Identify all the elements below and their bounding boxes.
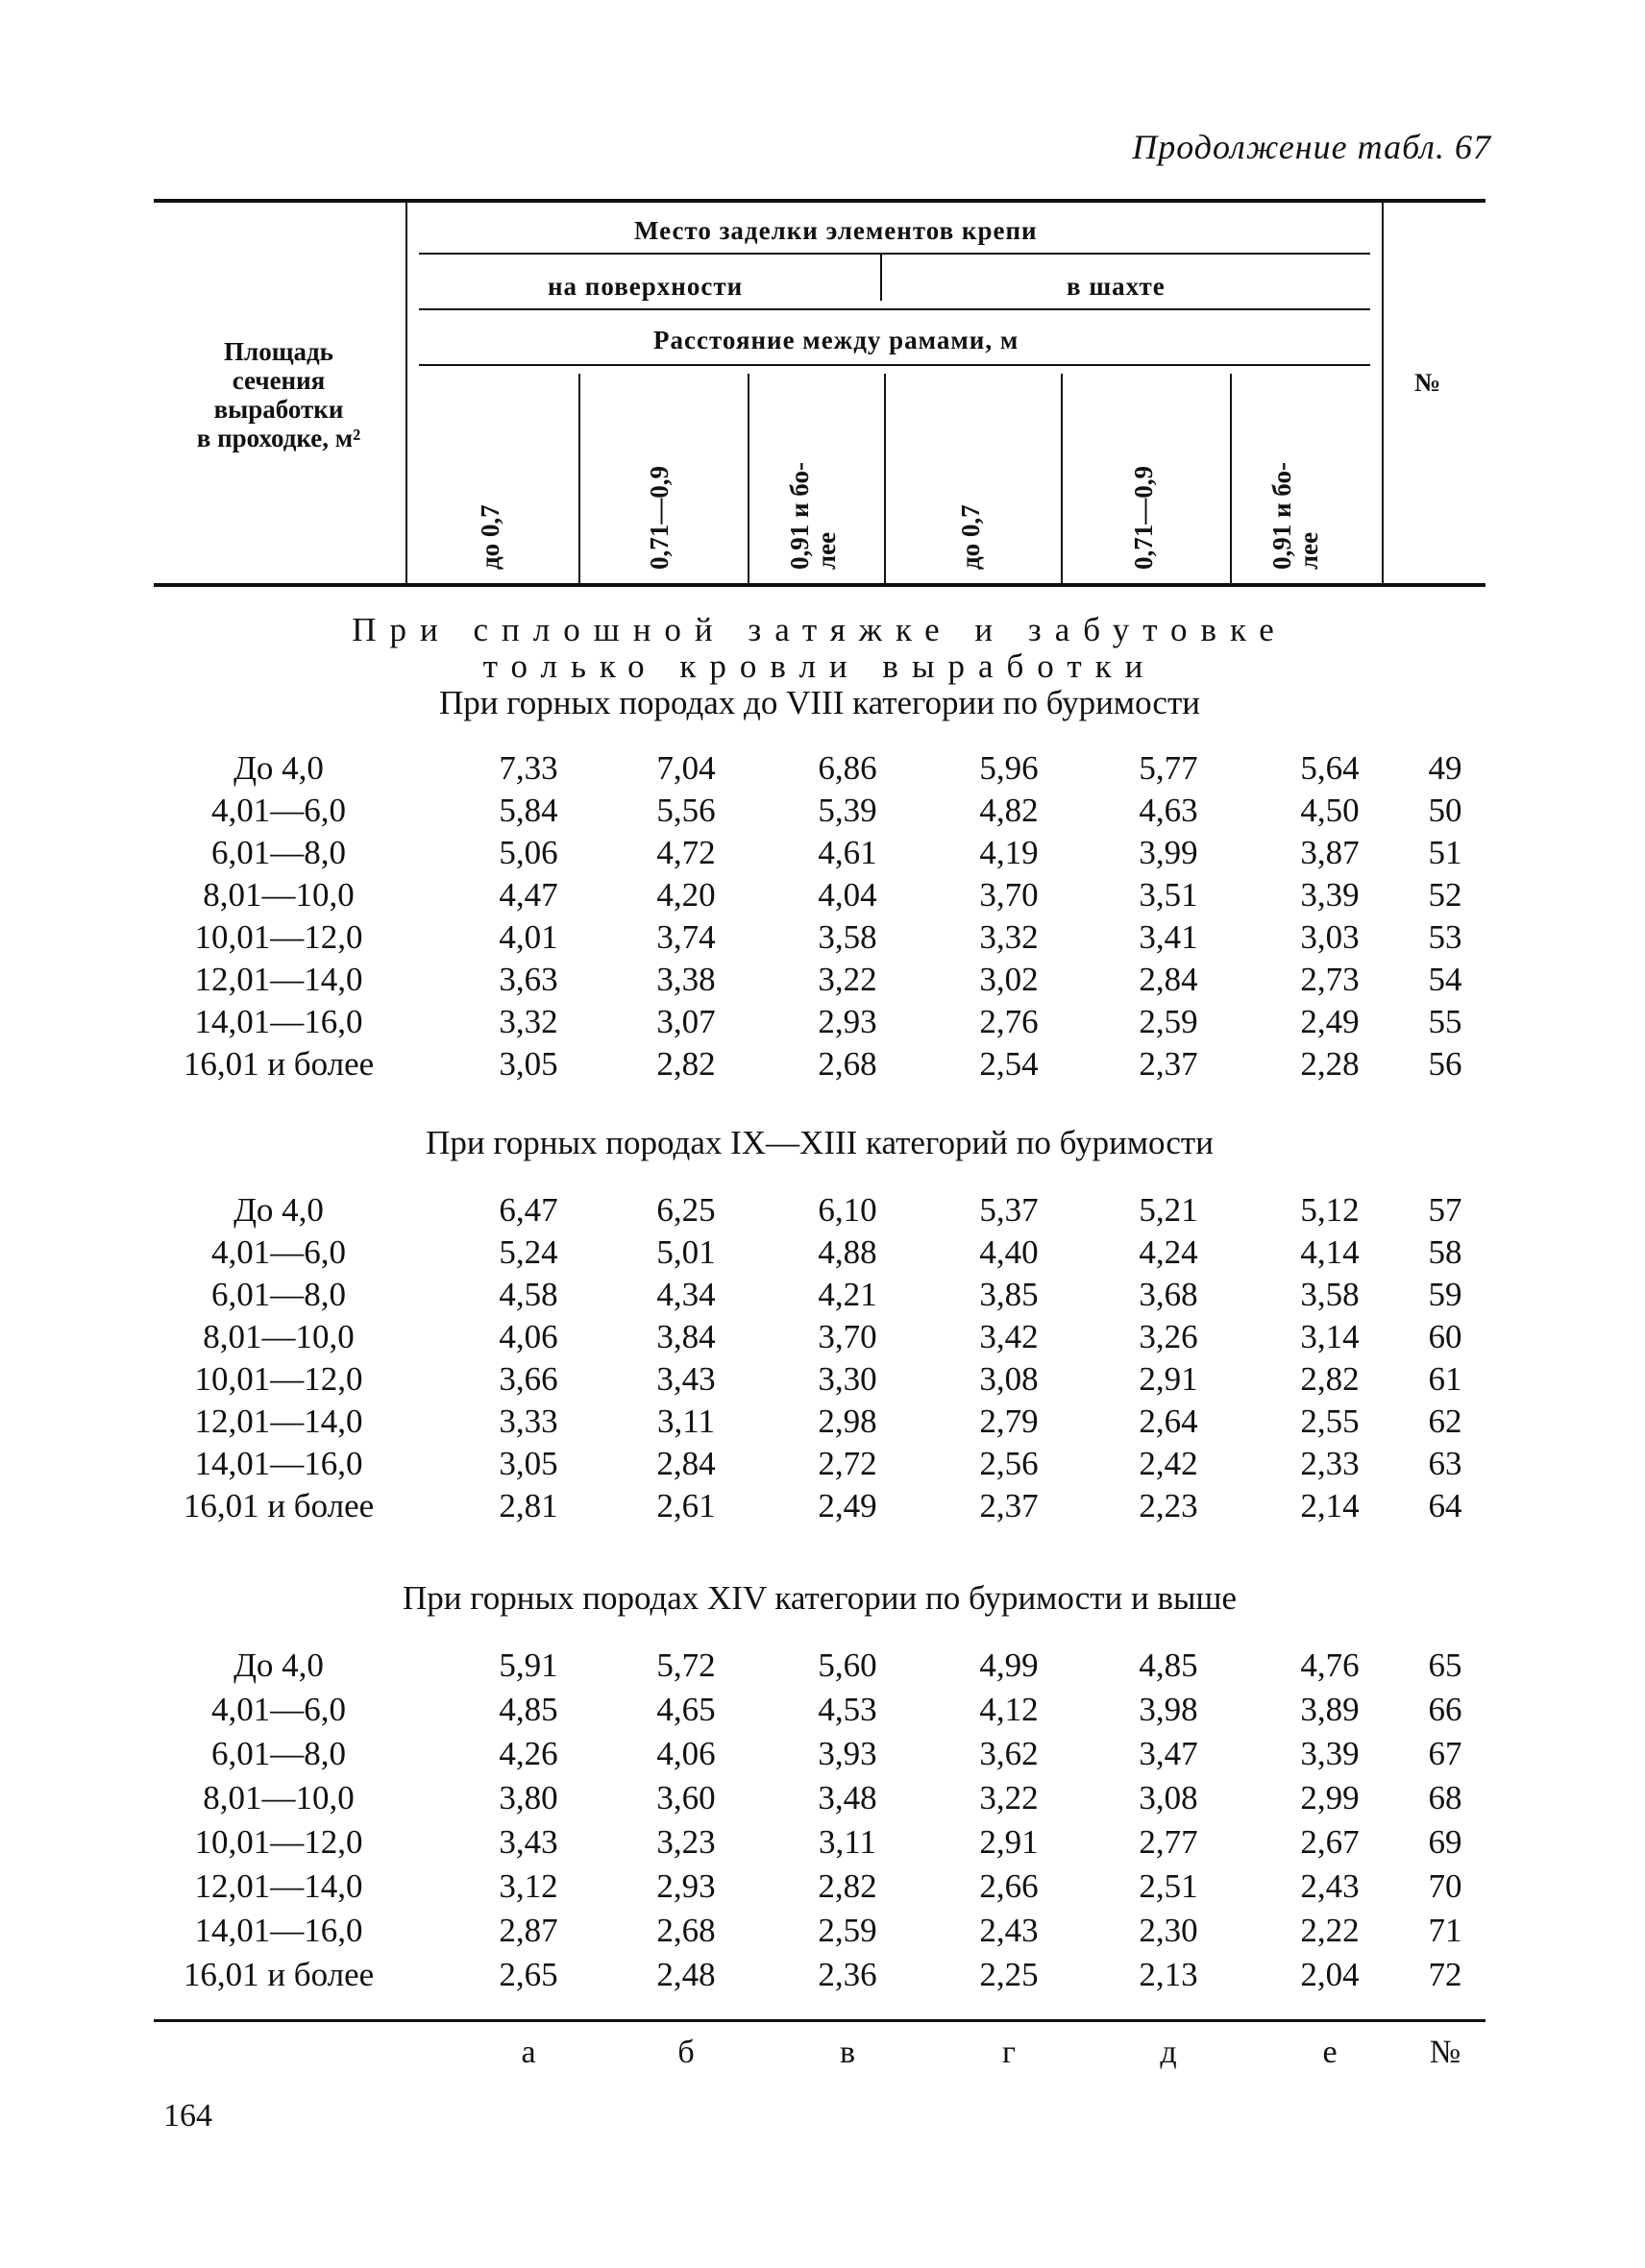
column-letter: е xyxy=(1322,2035,1338,2070)
row-area: 12,01—14,0 xyxy=(194,1867,363,1905)
row-value: 3,87 xyxy=(1300,834,1360,871)
table-row xyxy=(154,1402,1485,1445)
row-value: 7,04 xyxy=(656,749,716,787)
row-value: 3,26 xyxy=(1139,1318,1198,1355)
row-area: 16,01 и более xyxy=(183,1045,375,1083)
row-value: 4,65 xyxy=(656,1691,716,1728)
row-value: 4,06 xyxy=(656,1735,716,1772)
row-value: 2,64 xyxy=(1139,1402,1198,1440)
row-area: 10,01—12,0 xyxy=(194,1360,363,1398)
row-value: 2,82 xyxy=(1300,1360,1360,1398)
row-value: 5,21 xyxy=(1139,1191,1198,1229)
row-value: 3,33 xyxy=(499,1402,558,1440)
row-value: 2,59 xyxy=(1139,1003,1198,1040)
row-value: 3,39 xyxy=(1300,876,1360,914)
row-number: 54 xyxy=(1428,961,1462,998)
row-value: 2,56 xyxy=(979,1445,1039,1482)
row-value: 5,84 xyxy=(499,792,558,829)
row-value: 2,84 xyxy=(656,1445,716,1482)
row-value: 2,93 xyxy=(818,1003,877,1040)
row-value: 3,99 xyxy=(1139,834,1198,871)
row-value: 2,42 xyxy=(1139,1445,1198,1482)
row-value: 2,13 xyxy=(1139,1956,1198,1993)
row-value: 4,06 xyxy=(499,1318,558,1355)
row-value: 3,22 xyxy=(818,961,877,998)
row-value: 3,62 xyxy=(979,1735,1039,1772)
row-value: 5,06 xyxy=(499,834,558,871)
row-value: 2,48 xyxy=(656,1956,716,1993)
row-area: 8,01—10,0 xyxy=(203,1779,355,1817)
row-area: 4,01—6,0 xyxy=(211,792,346,829)
row-value: 3,14 xyxy=(1300,1318,1360,1355)
table-row xyxy=(154,1867,1485,1910)
row-value: 3,22 xyxy=(979,1779,1039,1817)
row-value: 3,43 xyxy=(499,1823,558,1861)
table-row xyxy=(154,749,1485,792)
row-value: 3,32 xyxy=(499,1003,558,1040)
row-number: 62 xyxy=(1428,1402,1462,1440)
distance-header: Расстояние между рамами, м xyxy=(653,326,1019,354)
table-row xyxy=(154,1691,1485,1733)
row-value: 3,63 xyxy=(499,961,558,998)
row-area: 10,01—12,0 xyxy=(194,1823,363,1861)
table-row xyxy=(154,1233,1485,1276)
row-number: 52 xyxy=(1428,876,1462,914)
row-value: 4,12 xyxy=(979,1691,1039,1728)
table-row xyxy=(154,1318,1485,1360)
row-area: 14,01—16,0 xyxy=(194,1912,363,1949)
row-value: 5,56 xyxy=(656,792,716,829)
row-value: 4,34 xyxy=(656,1276,716,1313)
row-area: 6,01—8,0 xyxy=(211,1276,346,1313)
row-value: 2,99 xyxy=(1300,1779,1360,1817)
row-value: 6,10 xyxy=(818,1191,877,1229)
table-row xyxy=(154,1646,1485,1689)
table-row xyxy=(154,1191,1485,1233)
row-value: 3,30 xyxy=(818,1360,877,1398)
row-value: 3,47 xyxy=(1139,1735,1198,1772)
header-rule xyxy=(419,364,1370,366)
row-value: 3,66 xyxy=(499,1360,558,1398)
row-value: 4,61 xyxy=(818,834,877,871)
row-value: 4,63 xyxy=(1139,792,1198,829)
row-value: 3,07 xyxy=(656,1003,716,1040)
header-rule xyxy=(1061,374,1063,583)
row-value: 5,12 xyxy=(1300,1191,1360,1229)
row-value: 2,67 xyxy=(1300,1823,1360,1861)
row-value: 2,84 xyxy=(1139,961,1198,998)
row-value: 4,85 xyxy=(499,1691,558,1728)
row-value: 3,43 xyxy=(656,1360,716,1398)
row-value: 3,74 xyxy=(656,918,716,956)
row-value: 3,93 xyxy=(818,1735,877,1772)
row-number: 68 xyxy=(1428,1779,1462,1817)
row-value: 2,61 xyxy=(656,1487,716,1524)
row-area: 4,01—6,0 xyxy=(211,1691,346,1728)
continuation-title: Продолжение табл. 67 xyxy=(1132,128,1491,166)
area-header-line: в проходке, м² xyxy=(196,424,361,452)
row-value: 2,77 xyxy=(1139,1823,1198,1861)
row-number: 64 xyxy=(1428,1487,1462,1524)
col-header-a: до 0,7 xyxy=(476,504,504,570)
row-number: 66 xyxy=(1428,1691,1462,1728)
row-value: 5,91 xyxy=(499,1646,558,1684)
row-area: 4,01—6,0 xyxy=(211,1233,346,1271)
row-value: 7,33 xyxy=(499,749,558,787)
row-value: 2,51 xyxy=(1139,1867,1198,1905)
row-number: 65 xyxy=(1428,1646,1462,1684)
row-value: 4,85 xyxy=(1139,1646,1198,1684)
table-row xyxy=(154,1003,1485,1045)
row-number: 51 xyxy=(1428,834,1462,871)
row-value: 3,85 xyxy=(979,1276,1039,1313)
row-value: 3,68 xyxy=(1139,1276,1198,1313)
row-value: 3,05 xyxy=(499,1045,558,1083)
row-value: 5,39 xyxy=(818,792,877,829)
header-rule xyxy=(419,308,1370,310)
row-value: 4,40 xyxy=(979,1233,1039,1271)
header-rule xyxy=(748,374,749,583)
row-area: 14,01—16,0 xyxy=(194,1003,363,1040)
row-value: 5,01 xyxy=(656,1233,716,1271)
main-heading-line2: только кровли выработки xyxy=(482,647,1157,685)
row-number: 63 xyxy=(1428,1445,1462,1482)
row-value: 4,88 xyxy=(818,1233,877,1271)
row-value: 2,68 xyxy=(818,1045,877,1083)
row-value: 4,58 xyxy=(499,1276,558,1313)
row-value: 4,14 xyxy=(1300,1233,1360,1271)
row-value: 3,70 xyxy=(818,1318,877,1355)
table-row xyxy=(154,1487,1485,1529)
row-number: 72 xyxy=(1428,1956,1462,1993)
row-area: 16,01 и более xyxy=(183,1956,375,1993)
row-value: 3,08 xyxy=(979,1360,1039,1398)
main-heading-line1: При сплошной затяжке и забутовке xyxy=(352,611,1288,648)
row-value: 2,28 xyxy=(1300,1045,1360,1083)
row-value: 2,93 xyxy=(656,1867,716,1905)
header-rule xyxy=(578,374,580,583)
row-number: 49 xyxy=(1428,749,1462,787)
row-value: 3,41 xyxy=(1139,918,1198,956)
row-area: До 4,0 xyxy=(233,1191,324,1229)
row-value: 3,51 xyxy=(1139,876,1198,914)
row-value: 2,98 xyxy=(818,1402,877,1440)
row-value: 2,82 xyxy=(656,1045,716,1083)
col-header-c: 0,91 и бо-лее xyxy=(785,462,841,570)
row-value: 2,37 xyxy=(979,1487,1039,1524)
row-value: 4,24 xyxy=(1139,1233,1198,1271)
row-value: 2,23 xyxy=(1139,1487,1198,1524)
row-value: 3,11 xyxy=(657,1402,715,1440)
table-row xyxy=(154,1823,1485,1866)
column-letter: б xyxy=(677,2035,695,2070)
row-value: 2,33 xyxy=(1300,1445,1360,1482)
table-row xyxy=(154,1735,1485,1777)
surface-header: на поверхности xyxy=(548,272,744,301)
row-value: 4,47 xyxy=(499,876,558,914)
row-number: 50 xyxy=(1428,792,1462,829)
place-header: Место заделки элементов крепи xyxy=(634,216,1038,245)
row-value: 2,72 xyxy=(818,1445,877,1482)
row-number: 59 xyxy=(1428,1276,1462,1313)
col-header-e: 0,71—0,9 xyxy=(1129,466,1158,570)
table-row xyxy=(154,1045,1485,1087)
number-header: № xyxy=(1414,368,1442,397)
table-row xyxy=(154,1956,1485,1998)
row-number: 57 xyxy=(1428,1191,1462,1229)
row-value: 2,87 xyxy=(499,1912,558,1949)
row-value: 3,48 xyxy=(818,1779,877,1817)
row-value: 3,89 xyxy=(1300,1691,1360,1728)
table-row xyxy=(154,918,1485,961)
row-number: 61 xyxy=(1428,1360,1462,1398)
column-letter: д xyxy=(1160,2035,1177,2070)
row-number: 53 xyxy=(1428,918,1462,956)
table-row xyxy=(154,1779,1485,1821)
header-rule xyxy=(1230,374,1232,583)
row-number: 67 xyxy=(1428,1735,1462,1772)
row-value: 2,73 xyxy=(1300,961,1360,998)
row-value: 6,47 xyxy=(499,1191,558,1229)
row-value: 2,25 xyxy=(979,1956,1039,1993)
row-value: 2,49 xyxy=(818,1487,877,1524)
row-number: 71 xyxy=(1428,1912,1462,1949)
row-value: 3,11 xyxy=(819,1823,876,1861)
row-value: 4,26 xyxy=(499,1735,558,1772)
row-area: 10,01—12,0 xyxy=(194,918,363,956)
section-title-2: При горных породах IX—XIII категорий по буримости xyxy=(426,1124,1214,1161)
row-value: 3,32 xyxy=(979,918,1039,956)
row-value: 2,04 xyxy=(1300,1956,1360,1993)
row-area: 8,01—10,0 xyxy=(203,876,355,914)
row-value: 2,68 xyxy=(656,1912,716,1949)
row-value: 4,53 xyxy=(818,1691,877,1728)
table-row xyxy=(154,1360,1485,1402)
row-value: 3,12 xyxy=(499,1867,558,1905)
row-value: 3,84 xyxy=(656,1318,716,1355)
row-value: 3,05 xyxy=(499,1445,558,1482)
row-value: 2,79 xyxy=(979,1402,1039,1440)
row-area: До 4,0 xyxy=(233,1646,324,1684)
row-value: 2,36 xyxy=(818,1956,877,1993)
row-value: 4,50 xyxy=(1300,792,1360,829)
row-value: 4,20 xyxy=(656,876,716,914)
row-value: 3,42 xyxy=(979,1318,1039,1355)
row-number: 60 xyxy=(1428,1318,1462,1355)
section-title-3: При горных породах XIV категории по буримости и выше xyxy=(402,1579,1238,1617)
row-value: 2,55 xyxy=(1300,1402,1360,1440)
row-value: 3,80 xyxy=(499,1779,558,1817)
col-header-d: до 0,7 xyxy=(956,504,985,570)
table-row xyxy=(154,961,1485,1003)
row-area: 6,01—8,0 xyxy=(211,834,346,871)
row-value: 2,91 xyxy=(979,1823,1039,1861)
row-area: 8,01—10,0 xyxy=(203,1318,355,1355)
row-area: До 4,0 xyxy=(233,749,324,787)
table-row xyxy=(154,1445,1485,1487)
row-value: 5,60 xyxy=(818,1646,877,1684)
row-value: 3,60 xyxy=(656,1779,716,1817)
row-value: 6,86 xyxy=(818,749,877,787)
row-value: 5,77 xyxy=(1139,749,1198,787)
row-value: 2,65 xyxy=(499,1956,558,1993)
column-letter: в xyxy=(839,2035,856,2070)
row-value: 2,66 xyxy=(979,1867,1039,1905)
column-number-label: № xyxy=(1429,2035,1461,2070)
page-number: 164 xyxy=(163,2098,212,2134)
area-header-line: сечения xyxy=(232,366,326,395)
header-rule xyxy=(884,374,886,583)
column-letter: г xyxy=(1002,2035,1016,2070)
row-value: 3,70 xyxy=(979,876,1039,914)
row-value: 5,64 xyxy=(1300,749,1360,787)
row-value: 3,38 xyxy=(656,961,716,998)
row-value: 3,39 xyxy=(1300,1735,1360,1772)
row-value: 5,96 xyxy=(979,749,1039,787)
row-value: 5,72 xyxy=(656,1646,716,1684)
row-value: 4,21 xyxy=(818,1276,877,1313)
row-value: 2,14 xyxy=(1300,1487,1360,1524)
table-row xyxy=(154,792,1485,834)
row-value: 2,43 xyxy=(979,1912,1039,1949)
header-rule xyxy=(405,203,407,583)
area-header-line: выработки xyxy=(213,395,344,424)
header-rule xyxy=(419,253,1370,255)
row-value: 2,22 xyxy=(1300,1912,1360,1949)
table-bottom-rule xyxy=(154,2019,1485,2022)
row-value: 3,08 xyxy=(1139,1779,1198,1817)
col-header-f: 0,91 и бо-лее xyxy=(1267,462,1323,570)
row-number: 58 xyxy=(1428,1233,1462,1271)
row-number: 56 xyxy=(1428,1045,1462,1083)
table-row xyxy=(154,876,1485,918)
row-value: 2,81 xyxy=(499,1487,558,1524)
column-letter: а xyxy=(521,2035,536,2070)
row-value: 4,76 xyxy=(1300,1646,1360,1684)
row-value: 3,98 xyxy=(1139,1691,1198,1728)
section-title-1: При горных породах до VIII категории по буримости xyxy=(439,684,1200,721)
column-letters-row xyxy=(154,2035,1485,2077)
row-value: 2,54 xyxy=(979,1045,1039,1083)
col-header-b: 0,71—0,9 xyxy=(645,466,674,570)
row-value: 3,03 xyxy=(1300,918,1360,956)
row-value: 3,23 xyxy=(656,1823,716,1861)
row-area: 16,01 и более xyxy=(183,1487,375,1524)
row-area: 12,01—14,0 xyxy=(194,961,363,998)
table-row xyxy=(154,1912,1485,1954)
row-value: 2,49 xyxy=(1300,1003,1360,1040)
row-value: 3,58 xyxy=(818,918,877,956)
row-value: 5,24 xyxy=(499,1233,558,1271)
row-number: 70 xyxy=(1428,1867,1462,1905)
table-row xyxy=(154,1276,1485,1318)
row-area: 12,01—14,0 xyxy=(194,1402,363,1440)
row-value: 4,99 xyxy=(979,1646,1039,1684)
row-value: 2,91 xyxy=(1139,1360,1198,1398)
row-value: 4,72 xyxy=(656,834,716,871)
row-value: 2,82 xyxy=(818,1867,877,1905)
header-rule xyxy=(880,253,882,301)
row-value: 4,19 xyxy=(979,834,1039,871)
row-area: 6,01—8,0 xyxy=(211,1735,346,1772)
row-value: 2,43 xyxy=(1300,1867,1360,1905)
row-value: 2,37 xyxy=(1139,1045,1198,1083)
row-number: 55 xyxy=(1428,1003,1462,1040)
row-value: 4,01 xyxy=(499,918,558,956)
row-value: 3,02 xyxy=(979,961,1039,998)
row-number: 69 xyxy=(1428,1823,1462,1861)
row-value: 2,59 xyxy=(818,1912,877,1949)
mine-header: в шахте xyxy=(1067,272,1166,301)
row-value: 6,25 xyxy=(656,1191,716,1229)
row-value: 2,76 xyxy=(979,1003,1039,1040)
row-value: 3,58 xyxy=(1300,1276,1360,1313)
table-row xyxy=(154,834,1485,876)
row-value: 2,30 xyxy=(1139,1912,1198,1949)
table-header xyxy=(154,199,1485,587)
row-area: 14,01—16,0 xyxy=(194,1445,363,1482)
row-value: 5,37 xyxy=(979,1191,1039,1229)
row-value: 4,04 xyxy=(818,876,877,914)
area-header-line: Площадь xyxy=(224,337,333,366)
area-header xyxy=(154,337,404,452)
header-rule xyxy=(1382,203,1384,583)
row-value: 4,82 xyxy=(979,792,1039,829)
